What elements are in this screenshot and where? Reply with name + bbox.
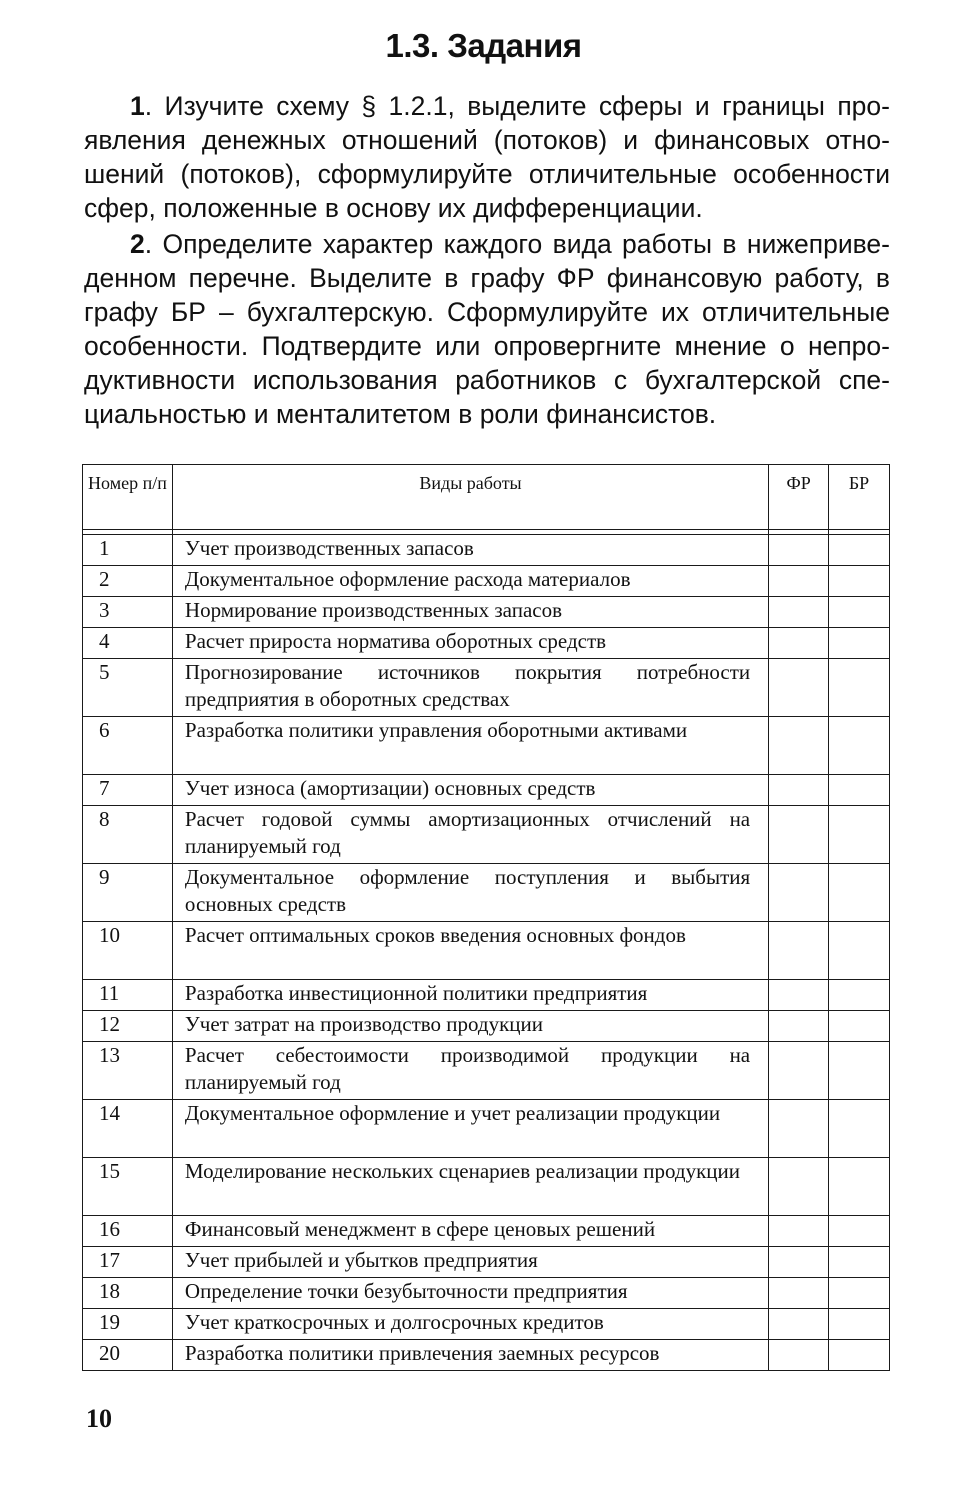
table-row (83, 1247, 890, 1278)
row-br-cell[interactable] (829, 1247, 890, 1278)
row-fr-cell[interactable] (769, 922, 829, 980)
header-work-type: Виды работы (172, 465, 768, 530)
row-number: 6 (83, 717, 173, 775)
row-number: 4 (83, 628, 173, 659)
table-row (83, 864, 890, 922)
task-1-number: 1 (130, 91, 145, 121)
row-fr-cell[interactable] (769, 775, 829, 806)
table-row (83, 1278, 890, 1309)
row-number: 11 (83, 980, 173, 1011)
row-fr-cell[interactable] (769, 628, 829, 659)
row-fr-cell[interactable] (769, 1216, 829, 1247)
row-fr-cell[interactable] (769, 1340, 829, 1371)
row-work-type: Учет затрат на производство продукции (172, 1011, 768, 1042)
row-fr-cell[interactable] (769, 717, 829, 775)
row-br-cell[interactable] (829, 864, 890, 922)
table-row (83, 1011, 890, 1042)
row-fr-cell[interactable] (769, 1158, 829, 1216)
row-work-type: Документальное оформление и учет реализации продукции (172, 1100, 768, 1158)
row-br-cell[interactable] (829, 566, 890, 597)
row-number: 9 (83, 864, 173, 922)
row-work-type: Учет краткосрочных и долгосрочных кредитов (172, 1309, 768, 1340)
row-br-cell[interactable] (829, 628, 890, 659)
row-number: 17 (83, 1247, 173, 1278)
row-number: 14 (83, 1100, 173, 1158)
row-br-cell[interactable] (829, 1216, 890, 1247)
task-1-paragraph (84, 89, 890, 225)
row-number: 5 (83, 659, 173, 717)
row-fr-cell[interactable] (769, 535, 829, 566)
row-work-type: Расчет прироста норматива оборотных средств (172, 628, 768, 659)
table-header-row (83, 465, 890, 530)
row-fr-cell[interactable] (769, 1278, 829, 1309)
row-br-cell[interactable] (829, 806, 890, 864)
table-row (83, 980, 890, 1011)
table-row (83, 1158, 890, 1216)
row-br-cell[interactable] (829, 1100, 890, 1158)
row-fr-cell[interactable] (769, 864, 829, 922)
header-br: БР (829, 465, 890, 530)
table-row (83, 1216, 890, 1247)
row-fr-cell[interactable] (769, 1100, 829, 1158)
row-fr-cell[interactable] (769, 597, 829, 628)
row-number: 18 (83, 1278, 173, 1309)
table-row (83, 628, 890, 659)
row-number: 2 (83, 566, 173, 597)
row-number: 8 (83, 806, 173, 864)
row-work-type: Разработка инвестиционной политики предприятия (172, 980, 768, 1011)
row-br-cell[interactable] (829, 597, 890, 628)
row-number: 7 (83, 775, 173, 806)
row-work-type: Расчет оптимальных сроков введения основных фондов (172, 922, 768, 980)
section-heading: 1.3. Задания (385, 27, 582, 64)
row-number: 19 (83, 1309, 173, 1340)
table-body (83, 530, 890, 1371)
row-br-cell[interactable] (829, 717, 890, 775)
row-br-cell[interactable] (829, 1309, 890, 1340)
row-work-type: Расчет годовой суммы амортизационных отчислений на планируемый год (172, 806, 768, 864)
row-work-type: Нормирование производственных запасов (172, 597, 768, 628)
table-row (83, 1340, 890, 1371)
row-br-cell[interactable] (829, 1158, 890, 1216)
row-number: 10 (83, 922, 173, 980)
task-2-paragraph (84, 227, 890, 431)
row-work-type: Прогнозирование источников покрытия потребности предприятия в оборотных средствах (172, 659, 768, 717)
row-fr-cell[interactable] (769, 566, 829, 597)
row-number: 12 (83, 1011, 173, 1042)
row-number: 20 (83, 1340, 173, 1371)
work-types-table (82, 464, 890, 1371)
task-2-text: . Определите характер каждого вида работы в нижеприведенном перечне. Выделите в графу ФР финансовую работу, в графу БР – бухгалтерскую. Сформулируйте их отличительные особенности. Подтвердите или опровергните мнение о непродуктивности использования работников с бухгалтерской специальностью и менталитетом в роли финансистов. (84, 229, 890, 429)
row-fr-cell[interactable] (769, 1309, 829, 1340)
row-work-type: Финансовый менеджмент в сфере ценовых решений (172, 1216, 768, 1247)
row-br-cell[interactable] (829, 535, 890, 566)
table-row (83, 922, 890, 980)
table-row (83, 1100, 890, 1158)
task-2-number: 2 (130, 229, 145, 259)
row-br-cell[interactable] (829, 980, 890, 1011)
row-br-cell[interactable] (829, 1042, 890, 1100)
row-work-type: Учет износа (амортизации) основных средств (172, 775, 768, 806)
row-work-type: Разработка политики управления оборотными активами (172, 717, 768, 775)
row-fr-cell[interactable] (769, 806, 829, 864)
table-row (83, 659, 890, 717)
row-br-cell[interactable] (829, 1340, 890, 1371)
row-work-type: Определение точки безубыточности предприятия (172, 1278, 768, 1309)
table-row (83, 775, 890, 806)
row-number: 13 (83, 1042, 173, 1100)
row-work-type: Разработка политики привлечения заемных ресурсов (172, 1340, 768, 1371)
row-fr-cell[interactable] (769, 1011, 829, 1042)
row-number: 15 (83, 1158, 173, 1216)
row-br-cell[interactable] (829, 922, 890, 980)
table-row (83, 806, 890, 864)
row-fr-cell[interactable] (769, 1042, 829, 1100)
row-fr-cell[interactable] (769, 980, 829, 1011)
table-row (83, 717, 890, 775)
row-work-type: Расчет себестоимости производимой продукции на планируемый год (172, 1042, 768, 1100)
row-fr-cell[interactable] (769, 1247, 829, 1278)
row-br-cell[interactable] (829, 1278, 890, 1309)
table-row (83, 597, 890, 628)
row-number: 3 (83, 597, 173, 628)
row-br-cell[interactable] (829, 659, 890, 717)
header-fr: ФР (769, 465, 829, 530)
row-fr-cell[interactable] (769, 659, 829, 717)
table-row (83, 1042, 890, 1100)
row-work-type: Документальное оформление поступления и выбытия основных средств (172, 864, 768, 922)
row-number: 1 (83, 535, 173, 566)
row-work-type: Документальное оформление расхода материалов (172, 566, 768, 597)
task-1-text: . Изучите схему § 1.2.1, выделите сферы и границы проявления денежных отношений (потоков) и финансовых отношений (потоков), сформулируйте отличительные особенности сфер, положенные в основу их дифференциации. (84, 91, 890, 223)
table-row (83, 1309, 890, 1340)
table-row (83, 535, 890, 566)
row-br-cell[interactable] (829, 775, 890, 806)
row-work-type: Учет прибылей и убытков предприятия (172, 1247, 768, 1278)
row-work-type: Моделирование нескольких сценариев реализации продукции (172, 1158, 768, 1216)
row-number: 16 (83, 1216, 173, 1247)
page-number: 10 (86, 1404, 112, 1433)
header-number: Номер п/п (83, 465, 173, 530)
row-br-cell[interactable] (829, 1011, 890, 1042)
table-row (83, 566, 890, 597)
row-work-type: Учет производственных запасов (172, 535, 768, 566)
